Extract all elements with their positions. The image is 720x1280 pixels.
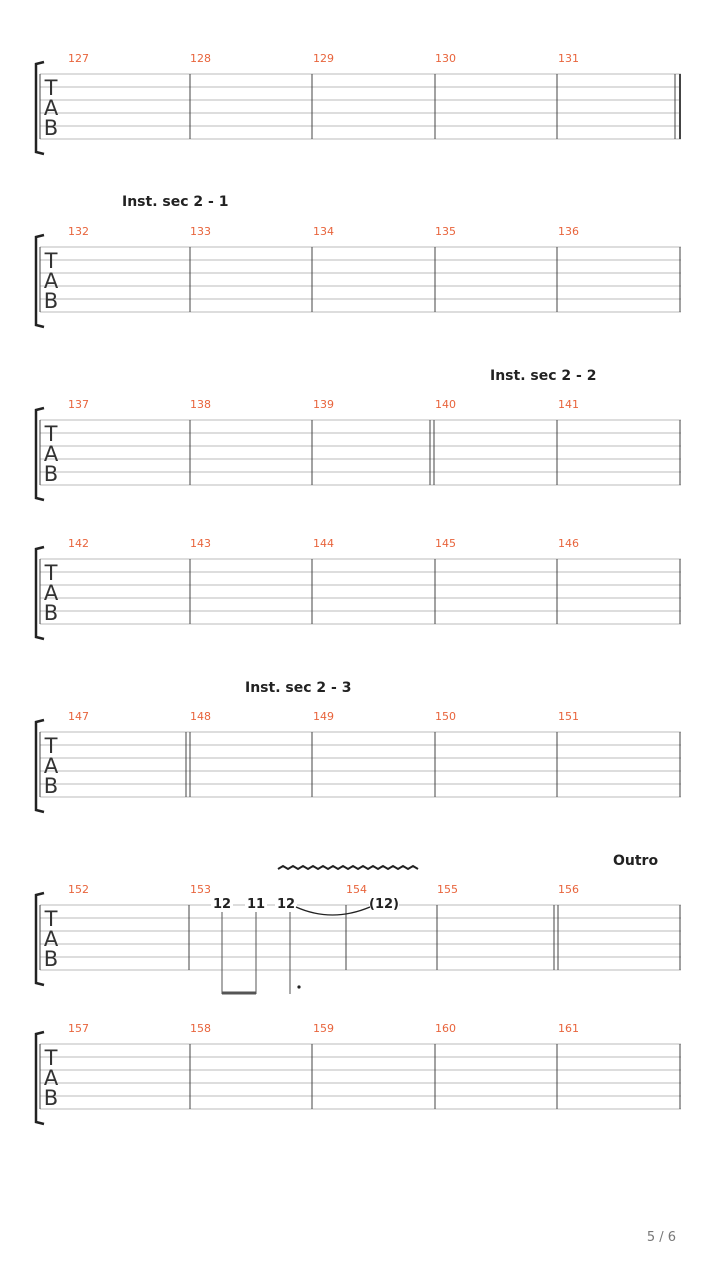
measure-number: 158 xyxy=(190,1022,211,1035)
section-label: Outro xyxy=(613,853,659,869)
measure-number: 159 xyxy=(313,1022,334,1035)
tie-arc xyxy=(296,907,370,915)
measure-number: 156 xyxy=(558,883,579,896)
staff-lines xyxy=(40,905,681,970)
measure-number: 142 xyxy=(68,537,89,550)
measure-number: 148 xyxy=(190,710,211,723)
tab-letter-a: A xyxy=(43,269,59,293)
measure-number: 127 xyxy=(68,52,89,65)
tab-letter-b: B xyxy=(43,1086,59,1110)
measure-number: 135 xyxy=(435,225,456,238)
measure-number: 137 xyxy=(68,398,89,411)
measure-number: 128 xyxy=(190,52,211,65)
tab-letter-t: T xyxy=(44,561,58,585)
tab-letter-b: B xyxy=(43,947,59,971)
measure-number: 129 xyxy=(313,52,334,65)
measure-number: 131 xyxy=(558,52,579,65)
staff-lines xyxy=(40,559,681,624)
staff-lines xyxy=(40,420,681,485)
measure-number: 138 xyxy=(190,398,211,411)
section-label: Inst. sec 2 - 2 xyxy=(490,368,597,384)
tab-letter-b: B xyxy=(43,774,59,798)
measure-number: 141 xyxy=(558,398,579,411)
section-label: Inst. sec 2 - 1 xyxy=(122,194,229,210)
measure-number: 153 xyxy=(190,883,211,896)
barlines xyxy=(40,1044,680,1109)
staff-lines xyxy=(40,732,681,797)
tab-system-3 xyxy=(36,368,681,500)
page-number: 5 / 6 xyxy=(646,1230,676,1245)
fret-number-tied: (12) xyxy=(369,897,399,912)
measure-number: 155 xyxy=(437,883,458,896)
barlines xyxy=(40,559,680,624)
measure-number: 154 xyxy=(346,883,367,896)
measure-number: 139 xyxy=(313,398,334,411)
tab-letter-b: B xyxy=(43,116,59,140)
measure-number: 151 xyxy=(558,710,579,723)
measure-number: 147 xyxy=(68,710,89,723)
tab-letter-a: A xyxy=(43,754,59,778)
tab-letter-b: B xyxy=(43,289,59,313)
dotted-note xyxy=(297,985,300,988)
tab-letter-t: T xyxy=(44,734,58,758)
tab-letter-t: T xyxy=(44,907,58,931)
measure-number: 130 xyxy=(435,52,456,65)
fret-number: 12 xyxy=(276,897,296,912)
tab-system-1 xyxy=(36,52,681,154)
measure-number: 143 xyxy=(190,537,211,550)
measure-number: 145 xyxy=(435,537,456,550)
tab-system-7 xyxy=(36,1022,681,1124)
note-stems xyxy=(222,912,290,994)
tab-letter-a: A xyxy=(43,96,59,120)
barlines xyxy=(40,732,680,797)
section-label: Inst. sec 2 - 3 xyxy=(245,680,352,696)
measure-number: 146 xyxy=(558,537,579,550)
measure-number: 136 xyxy=(558,225,579,238)
measure-number: 140 xyxy=(435,398,456,411)
tab-letter-t: T xyxy=(44,249,58,273)
tab-letter-a: A xyxy=(43,442,59,466)
staff-lines xyxy=(40,74,681,139)
measure-number: 134 xyxy=(313,225,334,238)
final-barline xyxy=(675,74,680,139)
tab-system-2 xyxy=(36,194,681,327)
tab-system-4 xyxy=(36,537,681,639)
tab-letter-b: B xyxy=(43,462,59,486)
measure-number: 149 xyxy=(313,710,334,723)
staff-lines xyxy=(40,247,681,312)
barlines xyxy=(40,247,680,312)
tab-letter-a: A xyxy=(43,581,59,605)
measure-number: 157 xyxy=(68,1022,89,1035)
measure-number: 133 xyxy=(190,225,211,238)
staff-lines xyxy=(40,1044,681,1109)
tab-letter-t: T xyxy=(44,422,58,446)
measure-number: 152 xyxy=(68,883,89,896)
measure-number: 161 xyxy=(558,1022,579,1035)
tab-letter-a: A xyxy=(43,1066,59,1090)
tab-letter-a: A xyxy=(43,927,59,951)
tab-system-6 xyxy=(36,853,681,994)
fret-number: 11 xyxy=(246,897,266,912)
fret-number: 12 xyxy=(212,897,232,912)
tab-system-5 xyxy=(36,680,681,812)
measure-number: 160 xyxy=(435,1022,456,1035)
measure-number: 132 xyxy=(68,225,89,238)
tab-letter-b: B xyxy=(43,601,59,625)
vibrato-marking xyxy=(278,866,418,869)
measure-number: 150 xyxy=(435,710,456,723)
tab-letter-t: T xyxy=(44,76,58,100)
measure-number: 144 xyxy=(313,537,334,550)
barlines xyxy=(40,74,557,139)
barlines xyxy=(40,905,680,970)
tab-letter-t: T xyxy=(44,1046,58,1070)
barlines xyxy=(40,420,680,485)
